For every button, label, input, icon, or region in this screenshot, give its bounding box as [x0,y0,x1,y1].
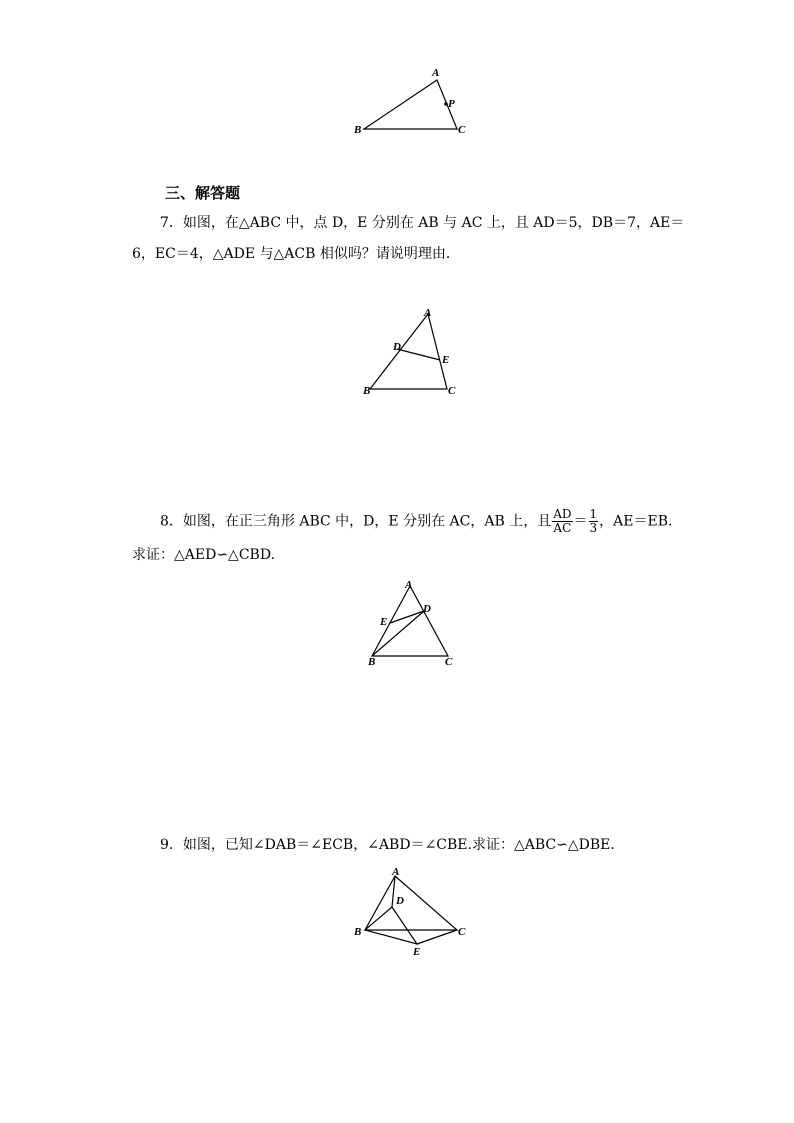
label-a: A [405,579,413,591]
label-c: C [448,385,456,397]
label-a: A [392,866,400,878]
figure-problem-8 [360,572,470,672]
label-d: D [423,603,431,615]
fraction-one-third [589,508,599,535]
label-e: E [380,616,388,628]
label-a: A [424,307,432,319]
label-b: B [368,656,376,668]
label-c: C [458,124,466,136]
figure-triangle-abc-p [340,60,480,150]
problem-7-line-1: 7．如图，在△ABC 中，点 D，E 分别在 AB 与 AC 上，且 AD＝5，DB＝7，AE＝ [160,215,685,231]
fraction-ad-ac-denominator: AC [553,521,572,536]
section-heading: 三、解答题 [165,184,241,202]
fraction-ad-ac [552,508,572,535]
label-e: E [413,946,421,958]
problem-8-line-2: 求证：△AED∽△CBD. [132,547,275,563]
fraction-ad-ac-numerator: AD [553,507,572,521]
label-c: C [458,926,466,938]
label-d: D [393,341,401,353]
triangle-abc [364,80,457,129]
figure-problem-7 [355,300,475,400]
segment-ec [417,930,457,944]
label-b: B [354,124,362,136]
label-e: E [442,354,450,366]
label-b: B [363,385,371,397]
problem-9-line-1: 9．如图，已知∠DAB＝∠ECB，∠ABD＝∠CBE.求证：△ABC∽△DBE. [160,837,615,853]
label-b: B [354,926,362,938]
segment-de [397,349,440,360]
label-c: C [445,656,453,668]
triangle-abc [365,876,457,930]
equals-sign: ＝ [573,513,588,530]
problem-8-text-after: ，AE＝EB. [599,513,673,530]
fraction-one-third-numerator: 1 [589,507,598,521]
problem-8-line-1 [160,508,672,535]
label-d: D [396,895,404,907]
label-p: P [448,98,455,110]
label-a: A [432,67,440,79]
problem-8-text-before: 8．如图，在正三角形 ABC 中，D，E 分别在 AC，AB 上，且 [160,513,552,530]
figure-problem-9 [345,862,475,962]
problem-7-line-2: 6，EC＝4，△ADE 与△ACB 相似吗？请说明理由． [132,246,460,262]
triangle-dbe [365,907,417,944]
fraction-one-third-denominator: 3 [589,521,598,536]
